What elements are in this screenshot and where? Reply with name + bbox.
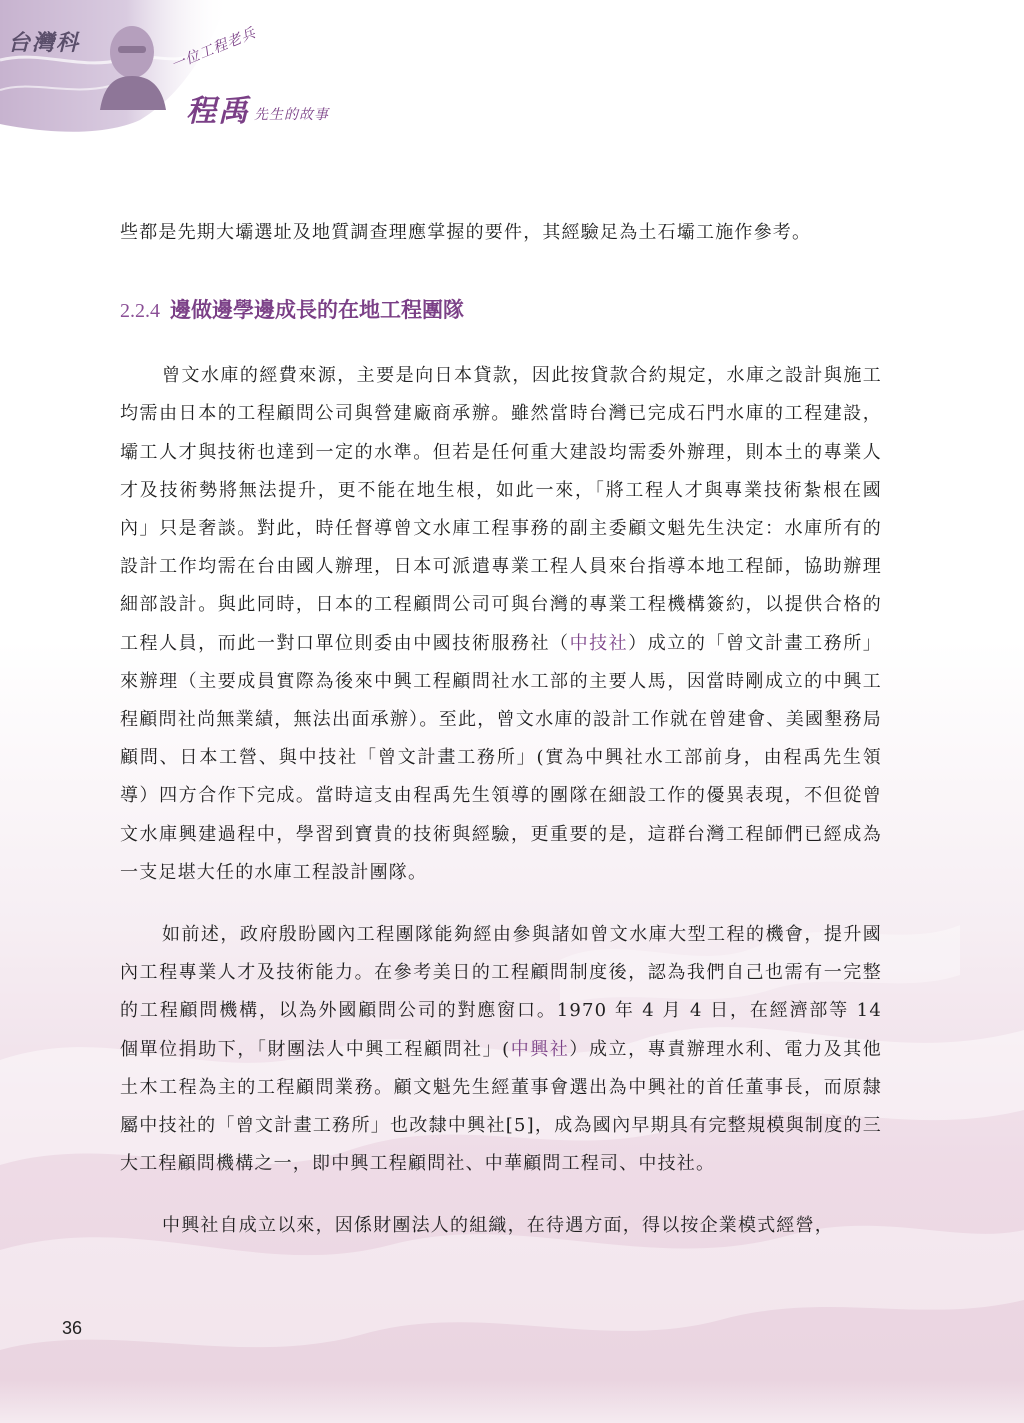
book-title-suffix: 先生的故事 (254, 107, 329, 123)
page-header (0, 0, 1024, 150)
paragraph-1 (120, 357, 882, 892)
term-zhongjishe: 中技社 (569, 632, 629, 654)
paragraph-1-text-b: ）成立的「曾文計畫工務所」來辦理（主要成員實際為後來中興工程顧問社水工部的主要人馬，因當時剛成立的中興工程顧問社尚無業績，無法出面承辦）。至此，曾文水庫的設計工作就在曾建會、美國墾務局顧問、日本工營、與中技社「曾文計畫工務所」(實為中興社水工部前身，由程禹先生領導）四方合作下完成。當時這支由程禹先生領導的團隊在細設工作的優異表現，不但從曾文水庫興建過程中，學習到寶貴的技術與經驗，更重要的是，這群台灣工程師們已經成為一支足堪大任的水庫工程設計團隊。 (120, 632, 882, 883)
paragraph-continued: 些都是先期大壩選址及地質調查理應掌握的要件，其經驗足為土石壩工施作參考。 (120, 222, 812, 243)
paragraph-2-text-a: 如前述，政府殷盼國內工程團隊能夠經由參與諸如曾文水庫大型工程的機會，提升國內工程專業人才及技術能力。在參考美日的工程顧問制度後，認為我們自己也需有一完整的工程顧問機構，以為外國顧問公司的對應窗口。1970 年 4 月 4 日，在經濟部等 14 個單位捐助下，「財團法人中興工程顧問社」( (120, 924, 882, 1060)
book-title-name: 程禹 (186, 94, 250, 129)
paragraph-2-text-b: ）成立，專責辦理水利、電力及其他土木工程為主的工程顧問業務。顧文魁先生經董事會選出為中興社的首任董事長，而原隸屬中技社的「曾文計畫工務所」也改隸中興社[5]，成為國內早期具有完整規模與制度的三大工程顧問機構之一，即中興工程顧問社、中華顧問工程司、中技社。 (120, 1038, 882, 1175)
book-title-prefix: 一位工程老兵 (169, 25, 259, 74)
paragraph-3: 中興社自成立以來，因係財團法人的組織，在待遇方面，得以按企業模式經營， (162, 1215, 834, 1237)
paragraph-2 (120, 916, 882, 1183)
section-heading (120, 292, 882, 329)
paragraph-1-text-a: 曾文水庫的經費來源，主要是向日本貸款，因此按貸款合約規定，水庫之設計與施工均需由日本的工程顧問公司與營建廠商承辦。雖然當時台灣已完成石門水庫的工程建設，壩工人才與技術也達到一定的水準。但若是任何重大建設均需委外辦理，則本土的專業人才及技術勢將無法提升，更不能在地生根，如此一來，「將工程人才與專業技術紮根在國內」只是奢談。對此，時任督導曾文水庫工程事務的副主委顧文魁先生決定：水庫所有的設計工作均需在台由國人辦理，日本可派遣專業工程人員來台指導本地工程師，協助辦理細部設計。與此同時，日本的工程顧問公司可與台灣的專業工程機構簽約，以提供合格的工程人員，而此一對口單位則委由中國技術服務社（ (120, 365, 882, 654)
page-number: 36 (62, 1318, 83, 1338)
section-number: 2.2.4 (120, 300, 160, 323)
term-zhongxingshe: 中興社 (510, 1038, 570, 1060)
section-title: 邊做邊學邊成長的在地工程團隊 (170, 298, 464, 323)
page-body (120, 214, 882, 1246)
brand-mark: 台灣科 (8, 30, 81, 56)
